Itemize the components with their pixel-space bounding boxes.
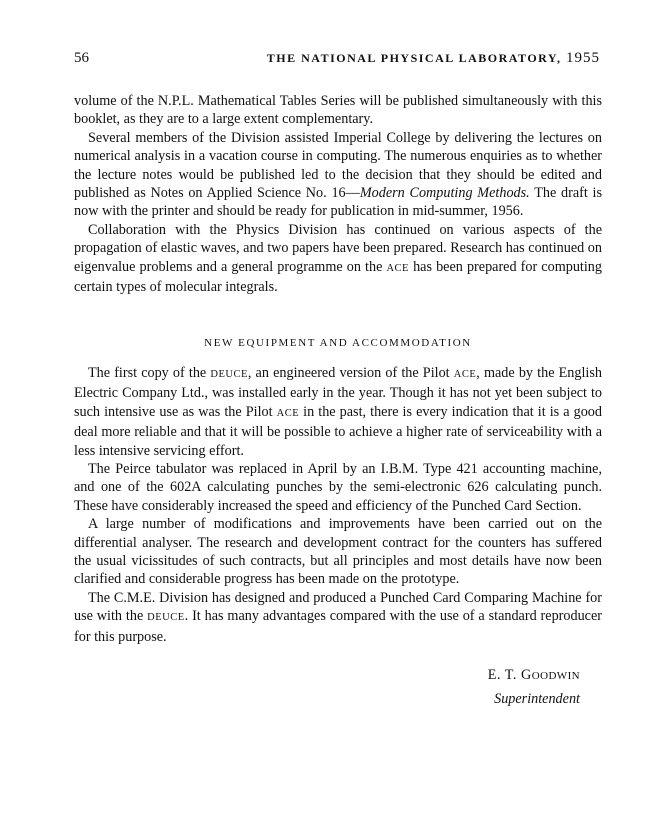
- signatory-surname: OODWIN: [531, 669, 580, 682]
- section-paragraph-4-text-b: . It has many advantages compared with the use of a standard reproducer for this purpose.: [74, 608, 602, 645]
- section-paragraph-1: [74, 364, 602, 460]
- section-paragraph-4: [74, 589, 602, 646]
- paragraph-1: volume of the N.P.L. Mathematical Tables Series will be published simultaneously with this booklet, as they are to a large extent complementary.: [74, 93, 602, 128]
- paragraph-2: [74, 129, 602, 221]
- section-paragraph-1-ace-1: ACE: [453, 368, 477, 380]
- page-number: 56: [74, 50, 89, 66]
- paragraph-2-text-b: The draft is now with the printer and should be ready for publication in mid-summer, 1956.: [74, 185, 603, 220]
- signatory-title: Superintendent: [494, 690, 580, 707]
- section-paragraph-1-text-d: in the past, there is every indication that it is a good deal more reliable and that it will be possible to achieve a higher rate of serviceability with a less intensive servicing effort.: [74, 403, 602, 459]
- paragraph-2-text-a: Several members of the Division assisted Imperial College by delivering the lectures on numerical analysis in a vacation course in computing. The numerous enquiries as to whether the lecture notes would be published led to the decision that they should be edited and published as Notes on Applied Science No. 16—: [74, 129, 602, 202]
- section-paragraph-1-text-c: , made by the English Electric Company Ltd., was installed early in the year. Though it has not yet been subject to such intensive use as was the Pilot: [74, 364, 602, 420]
- section-paragraph-1-text-a: The first copy of the: [88, 364, 211, 381]
- paragraph-3-text-b: has been prepared for computing certain types of molecular integrals.: [74, 258, 602, 296]
- section-paragraph-3: A large number of modifications and improvements have been carried out on the differential analyser. The research and development contract for the counters has suffered the usual vicissitudes of such contracts, but all principles and most details have now been clarified and considerable progress has been made on the prototype.: [74, 516, 602, 588]
- paragraph-2-italic-title: Modern Computing Methods.: [359, 185, 530, 202]
- section-paragraph-1-deuce: DEUCE: [210, 368, 248, 380]
- running-title: [267, 50, 600, 67]
- signatory-name: [74, 664, 580, 688]
- paragraph-3-text-a: Collaboration with the Physics Division has continued on various aspects of the propagation of elastic waves, and two papers have been prepared. Research has continued on eigenvalue problems and a general programme on the: [74, 221, 602, 275]
- signatory-initials: E. T. G: [487, 666, 532, 683]
- section-paragraph-1-ace-2: ACE: [276, 407, 300, 419]
- document-body: [74, 92, 602, 711]
- section-heading: NEW EQUIPMENT AND ACCOMMODATION: [204, 337, 472, 350]
- paragraph-3: [74, 221, 602, 297]
- paragraph-3-ace: ACE: [386, 262, 409, 274]
- section-paragraph-1-text-b: , an engineered version of the Pilot: [247, 364, 454, 381]
- running-title-text: THE NATIONAL PHYSICAL LABORATORY,: [266, 51, 562, 65]
- section-paragraph-4-deuce: DEUCE: [147, 612, 185, 624]
- signature-block: [74, 664, 602, 711]
- running-title-year: 1955: [566, 50, 600, 66]
- page-header: [74, 50, 600, 70]
- section-paragraph-2: The Peirce tabulator was replaced in April by an I.B.M. Type 421 accounting machine, and one of the 602A calculating punches by the semi-electronic 626 calculating punch. These have considerably increased the speed and efficiency of the Punched Card Section.: [74, 460, 602, 514]
- section-paragraph-4-text-a: The C.M.E. Division has designed and produced a Punched Card Comparing Machine for use with the: [74, 589, 602, 625]
